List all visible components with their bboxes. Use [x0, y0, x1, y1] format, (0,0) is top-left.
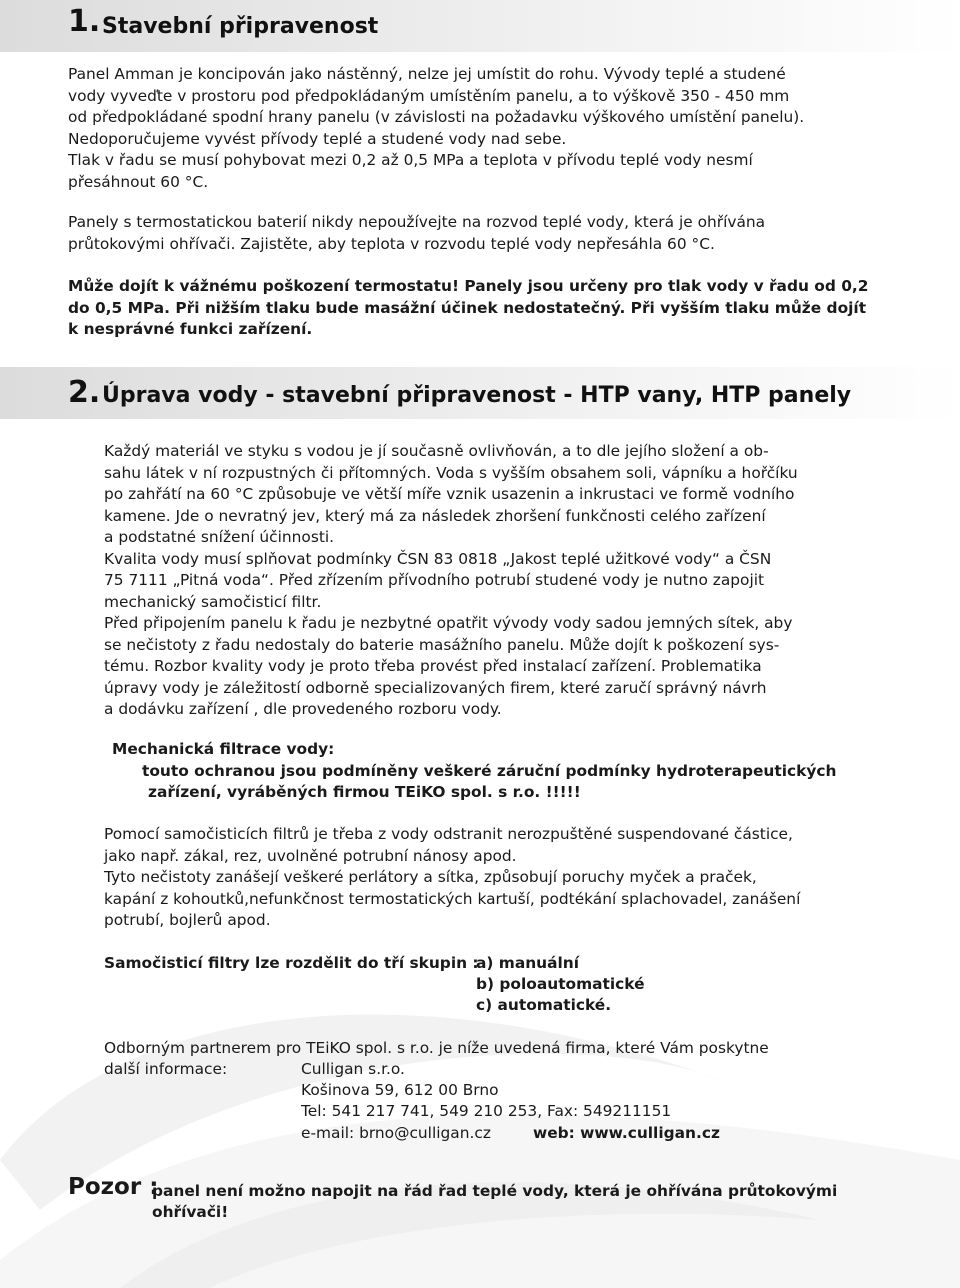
filter-group-item: b) poloautomatické	[476, 975, 645, 993]
text-line: mechanický samočisticí filtr.	[104, 592, 322, 611]
text-line: Panely s termostatickou baterií nikdy nepoužívejte na rozvod teplé vody, která je ohřívána	[68, 213, 766, 231]
text-line: Tyto nečistoty zanášejí veškeré perlátory a sítka, způsobují poruchy myček a praček,	[104, 868, 757, 886]
text-line: Nedoporučujeme vyvést přívody teplé a studené vody nad sebe.	[68, 129, 567, 148]
text-line: do 0,5 MPa. Při nižším tlaku bude masážní účinek nedostatečný. Při vyšším tlaku může dojít	[68, 298, 867, 317]
partner-website-link[interactable]: web: www.culligan.cz	[533, 1124, 720, 1142]
section-2-header	[0, 367, 960, 419]
warranty-condition-line: touto ochranou jsou podmíněny veškeré záruční podmínky hydroterapeutických	[142, 762, 837, 780]
text-line: průtokovými ohřívači. Zajistěte, aby teplota v rozvodu teplé vody nepřesáhla 60 °C.	[68, 234, 715, 253]
section-2-paragraph-2	[104, 824, 802, 932]
partner-intro	[104, 1038, 802, 1060]
text-line: a podstatné snížení účinnosti.	[104, 528, 335, 546]
section-2-title: Úprava vody - stavební připravenost - HTP vany, HTP panely	[102, 383, 852, 408]
text-line: Panel Amman je koncipován jako nástěnný, nelze jej umístit do rohu. Vývody teplé a studené	[68, 65, 786, 83]
text-line: kapání z kohoutků,nefunkčnost termostatických kartuší, podtékání splachovadel, zanášení	[104, 889, 801, 908]
text-line: Tlak v řadu se musí pohybovat mezi 0,2 až 0,5 MPa a teplota v přívodu teplé vody nesmí	[68, 151, 753, 169]
text-line: vody vyveďte v prostoru pod předpokládaným umístěním panelu, a to výškově 350 - 450 mm	[68, 86, 790, 105]
filter-group-item: c) automatické.	[476, 996, 612, 1014]
mechanical-filtration-heading: Mechanická filtrace vody:	[112, 740, 335, 758]
partner-email-link[interactable]: e-mail: brno@culligan.cz	[301, 1124, 491, 1142]
partner-address: Košinova 59, 612 00 Brno	[301, 1081, 499, 1099]
text-line: jako např. zákal, rez, uvolněné potrubní nánosy apod.	[104, 846, 517, 865]
text-line: a dodávku zařízení , dle provedeného rozboru vody.	[104, 700, 502, 718]
text-line: přesáhnout 60 °C.	[68, 172, 209, 191]
text-line: sahu látek v ní rozpustných či přítomných. Voda s vyšším obsahem soli, vápníku a hořčíku	[104, 463, 798, 482]
section-2-paragraph-1	[104, 441, 802, 721]
warranty-condition-line: zařízení, vyráběných firmou TEiKO spol. s r.o. !!!!!	[148, 783, 581, 801]
text-line: po zahřátí na 60 °C způsobuje ve větší míře vznik usazenin a inkrustaci ve formě vodního	[104, 485, 795, 503]
section-1-paragraph-2	[68, 212, 802, 255]
text-line: Odborným partnerem pro TEiKO spol. s r.o. je níže uvedená firma, které Vám poskytne	[104, 1039, 769, 1057]
section-1-paragraph-1	[68, 64, 805, 193]
text-line: od předpokládané spodní hrany panelu (v závislosti na požadavku výškového umístění panelu).	[68, 108, 805, 126]
text-line: Pomocí samočisticích filtrů je třeba z vody odstranit nerozpuštěné suspendované částice,	[104, 825, 793, 843]
text-line: k nesprávné funkci zařízení.	[68, 320, 313, 338]
text-line: Před připojením panelu k řadu je nezbytné opatřit vývody vody sadou jemných sítek, aby	[104, 614, 793, 632]
partner-label: další informace:	[104, 1060, 228, 1078]
text-line: se nečistoty z řadu nedostaly do baterie masážního panelu. Může dojít k poškození sys-	[104, 635, 780, 654]
section-1-number: 1.	[68, 4, 101, 39]
filter-groups-label: Samočisticí filtry lze rozdělit do tří skupin :	[104, 954, 479, 972]
text-line: tému. Rozbor kvality vody je proto třeba provést před instalací zařízení. Problematika	[104, 657, 762, 675]
section-1-warning-paragraph	[68, 276, 869, 341]
section-2-number: 2.	[68, 375, 101, 410]
text-line: úpravy vody je záležitostí odborně specializovaných firem, které zaručí správný návrh	[104, 678, 767, 697]
text-line: 75 7111 „Pitná voda“. Před zřízením přívodního potrubí studené vody je nutno zapojit	[104, 571, 765, 589]
partner-company-name: Culligan s.r.o.	[301, 1060, 405, 1078]
text-line: Každý materiál ve styku s vodou je jí současně ovlivňován, a to dle jejího složení a ob-	[104, 442, 769, 460]
filter-group-item: a) manuální	[476, 954, 580, 972]
section-1-title: Stavební připravenost	[102, 14, 379, 39]
text-line: Může dojít k vážnému poškození termostatu! Panely jsou určeny pro tlak vody v řadu od 0,2	[68, 277, 869, 295]
warning-label: Pozor :	[68, 1174, 159, 1200]
text-line: potrubí, bojlerů apod.	[104, 911, 271, 929]
section-1-header	[0, 0, 960, 52]
partner-phone-fax: Tel: 541 217 741, 549 210 253, Fax: 549211151	[301, 1102, 672, 1120]
text-line: kamene. Jde o nevratný jev, který má za následek zhoršení funkčnosti celého zařízení	[104, 506, 766, 525]
warning-text-line: ohřívači!	[152, 1203, 229, 1221]
text-line: Kvalita vody musí splňovat podmínky ČSN 83 0818 „Jakost teplé užitkové vody“ a ČSN	[104, 549, 772, 568]
warning-text-line: panel není možno napojit na řád řad teplé vody, která je ohřívána průtokovými	[152, 1182, 838, 1200]
